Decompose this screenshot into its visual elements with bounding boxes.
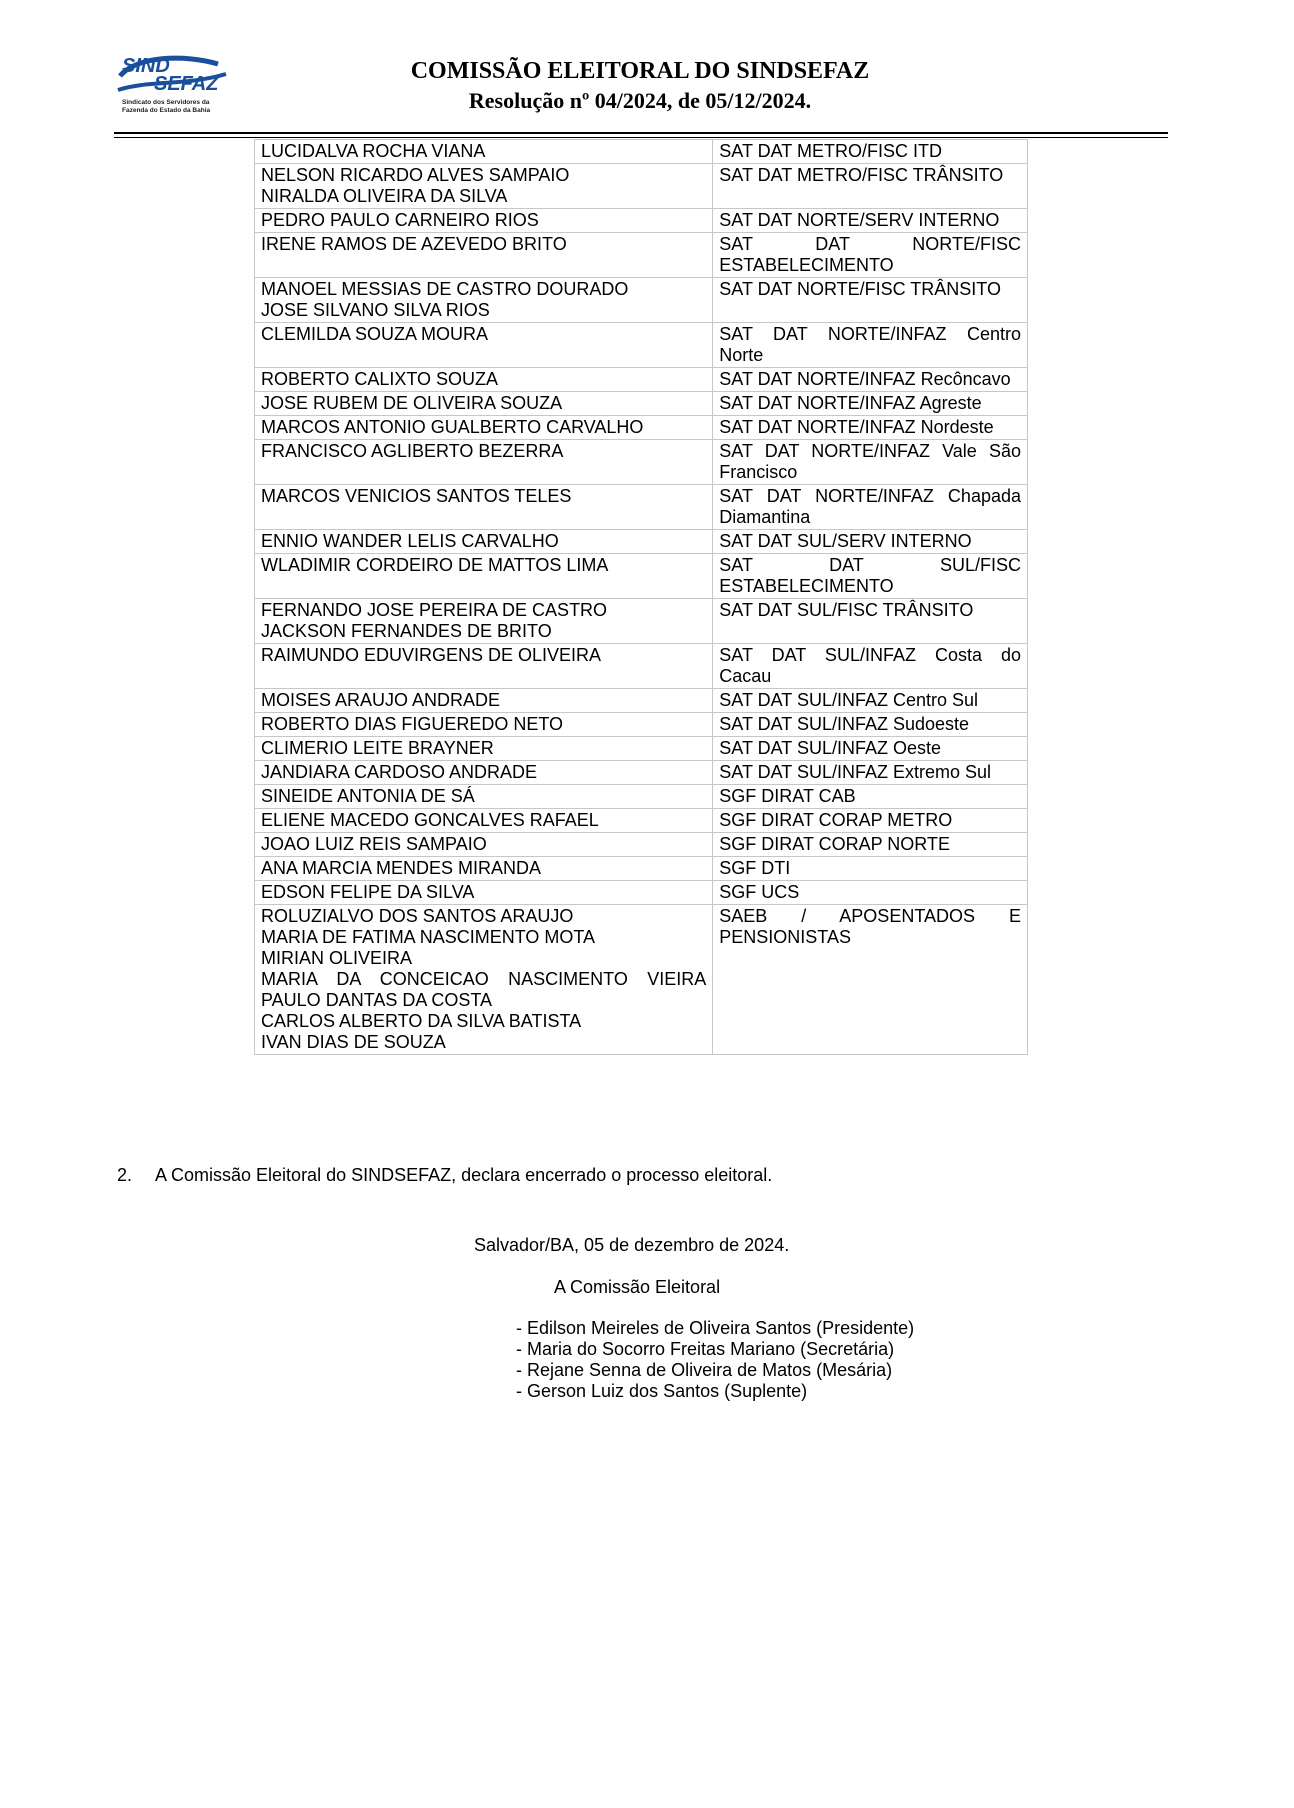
member-name: ENNIO WANDER LELIS CARVALHO (261, 531, 559, 551)
committee-members (516, 1318, 914, 1402)
member-name: FERNANDO JOSE PEREIRA DE CASTRO (261, 600, 608, 620)
header-divider-thin (114, 137, 1168, 138)
unit-cell: SAT DAT NORTE/INFAZ Recôncavo (713, 368, 1028, 392)
document-subtitle: Resolução nº 04/2024, de 05/12/2024. (468, 88, 812, 113)
member-names-cell (255, 881, 713, 905)
unit-cell: SGF DIRAT CAB (713, 785, 1028, 809)
member-name: RAIMUNDO EDUVIRGENS DE OLIVEIRA (261, 645, 602, 665)
member-names-cell (255, 737, 713, 761)
member-name: IRENE RAMOS DE AZEVEDO BRITO (261, 234, 567, 254)
member-name: JOSE SILVANO SILVA RIOS (261, 300, 490, 320)
item-number: 2. (117, 1165, 133, 1185)
closing-statement (117, 1164, 772, 1186)
document-header (340, 56, 940, 116)
member-name: SINEIDE ANTONIA DE SÁ (261, 786, 475, 806)
member-name: MARIA DE FATIMA NASCIMENTO MOTA (261, 927, 596, 947)
member-name: NELSON RICARDO ALVES SAMPAIO (261, 165, 570, 185)
unit-cell: SGF DIRAT CORAP METRO (713, 809, 1028, 833)
member-names-cell (255, 368, 713, 392)
table-row (255, 809, 1028, 833)
member-name: PAULO DANTAS DA COSTA (261, 990, 493, 1010)
member-names-cell (255, 209, 713, 233)
member-name: WLADIMIR CORDEIRO DE MATTOS LIMA (261, 555, 609, 575)
table-row (255, 392, 1028, 416)
member-names-cell (255, 644, 713, 689)
member-names-cell (255, 485, 713, 530)
table-row (255, 485, 1028, 530)
table-row (255, 530, 1028, 554)
table-row (255, 713, 1028, 737)
member-name: JOSE RUBEM DE OLIVEIRA SOUZA (261, 393, 563, 413)
sindsefaz-logo-graphic (114, 50, 250, 120)
member-names-cell (255, 233, 713, 278)
member-name: ROBERTO DIAS FIGUEREDO NETO (261, 714, 564, 734)
table-row (255, 416, 1028, 440)
table-row (255, 164, 1028, 209)
unit-cell: SAT DAT SUL/FISC ESTABELECIMENTO (713, 554, 1028, 599)
sindsefaz-logo (114, 50, 250, 120)
member-name: CLEMILDA SOUZA MOURA (261, 324, 489, 344)
table-row (255, 599, 1028, 644)
member-names-cell (255, 278, 713, 323)
member-name: CLIMERIO LEITE BRAYNER (261, 738, 494, 758)
unit-cell: SAT DAT NORTE/INFAZ Nordeste (713, 416, 1028, 440)
committee-member: - Gerson Luiz dos Santos (Suplente) (516, 1381, 808, 1401)
unit-cell: SAT DAT SUL/SERV INTERNO (713, 530, 1028, 554)
unit-cell: SAT DAT SUL/FISC TRÂNSITO (713, 599, 1028, 644)
unit-cell: SAT DAT SUL/INFAZ Sudoeste (713, 713, 1028, 737)
header-divider (114, 132, 1168, 134)
member-name: MARCOS ANTONIO GUALBERTO CARVALHO (261, 417, 644, 437)
member-name: ANA MARCIA MENDES MIRANDA (261, 858, 542, 878)
unit-cell: SGF UCS (713, 881, 1028, 905)
member-names-cell (255, 857, 713, 881)
member-name: MIRIAN OLIVEIRA (261, 948, 413, 968)
member-name: MANOEL MESSIAS DE CASTRO DOURADO (261, 279, 629, 299)
unit-cell: SGF DTI (713, 857, 1028, 881)
unit-cell: SAT DAT NORTE/INFAZ Agreste (713, 392, 1028, 416)
table-row (255, 737, 1028, 761)
table-row (255, 785, 1028, 809)
member-name: ELIENE MACEDO GONCALVES RAFAEL (261, 810, 599, 830)
svg-text:SEFAZ: SEFAZ (154, 73, 219, 95)
place-date: Salvador/BA, 05 de dezembro de 2024. (474, 1235, 790, 1255)
document-title: COMISSÃO ELEITORAL DO SINDSEFAZ (410, 58, 870, 84)
member-name: PEDRO PAULO CARNEIRO RIOS (261, 210, 539, 230)
unit-cell: SAT DAT NORTE/INFAZ Centro Norte (713, 323, 1028, 368)
table-row (255, 905, 1028, 1055)
member-names-cell (255, 761, 713, 785)
unit-cell: SAT DAT NORTE/INFAZ Chapada Diamantina (713, 485, 1028, 530)
member-names-cell (255, 530, 713, 554)
member-name: MARIA DA CONCEICAO NASCIMENTO VIEIRA (261, 969, 707, 989)
member-names-cell (255, 713, 713, 737)
unit-cell: SAT DAT SUL/INFAZ Centro Sul (713, 689, 1028, 713)
table-row (255, 209, 1028, 233)
table-row (255, 761, 1028, 785)
committee-member: - Edilson Meireles de Oliveira Santos (Presidente) (516, 1318, 915, 1338)
item-text: A Comissão Eleitoral do SINDSEFAZ, declara encerrado o processo eleitoral. (155, 1165, 773, 1185)
elected-members-table (254, 139, 1028, 1055)
committee-title: A Comissão Eleitoral (554, 1277, 721, 1297)
member-names-cell (255, 689, 713, 713)
member-name: CARLOS ALBERTO DA SILVA BATISTA (261, 1011, 582, 1031)
member-names-cell (255, 905, 713, 1055)
member-name: LUCIDALVA ROCHA VIANA (261, 141, 486, 161)
table-row (255, 278, 1028, 323)
unit-cell: SAT DAT NORTE/INFAZ Vale São Francisco (713, 440, 1028, 485)
table-row (255, 140, 1028, 164)
table-row (255, 689, 1028, 713)
table-row (255, 881, 1028, 905)
unit-cell: SAT DAT SUL/INFAZ Costa do Cacau (713, 644, 1028, 689)
member-name: JANDIARA CARDOSO ANDRADE (261, 762, 538, 782)
unit-cell: SAT DAT METRO/FISC TRÂNSITO (713, 164, 1028, 209)
unit-cell: SAT DAT NORTE/FISC TRÂNSITO (713, 278, 1028, 323)
member-name: MARCOS VENICIOS SANTOS TELES (261, 486, 572, 506)
member-names-cell (255, 392, 713, 416)
unit-cell: SAT DAT NORTE/SERV INTERNO (713, 209, 1028, 233)
member-names-cell (255, 323, 713, 368)
member-names-cell (255, 416, 713, 440)
unit-cell: SAEB / APOSENTADOS E PENSIONISTAS (713, 905, 1028, 1055)
member-names-cell (255, 809, 713, 833)
unit-cell: SAT DAT SUL/INFAZ Extremo Sul (713, 761, 1028, 785)
unit-cell: SAT DAT NORTE/FISC ESTABELECIMENTO (713, 233, 1028, 278)
member-name: NIRALDA OLIVEIRA DA SILVA (261, 186, 508, 206)
member-name: JACKSON FERNANDES DE BRITO (261, 621, 552, 641)
table-row (255, 857, 1028, 881)
member-name: ROLUZIALVO DOS SANTOS ARAUJO (261, 906, 574, 926)
table-row (255, 440, 1028, 485)
member-name: EDSON FELIPE DA SILVA (261, 882, 475, 902)
member-name: IVAN DIAS DE SOUZA (261, 1032, 446, 1052)
member-name: JOAO LUIZ REIS SAMPAIO (261, 834, 487, 854)
member-name: FRANCISCO AGLIBERTO BEZERRA (261, 441, 564, 461)
table-row (255, 554, 1028, 599)
svg-text:Fazenda do Estado da Bahia: Fazenda do Estado da Bahia (122, 107, 211, 114)
member-name: ROBERTO CALIXTO SOUZA (261, 369, 499, 389)
member-name: MOISES ARAUJO ANDRADE (261, 690, 501, 710)
unit-cell: SAT DAT METRO/FISC ITD (713, 140, 1028, 164)
table-row (255, 833, 1028, 857)
committee-member: - Rejane Senna de Oliveira de Matos (Mesária) (516, 1360, 893, 1380)
table-row (255, 644, 1028, 689)
member-names-cell (255, 140, 713, 164)
table-row (255, 323, 1028, 368)
unit-cell: SGF DIRAT CORAP NORTE (713, 833, 1028, 857)
member-names-cell (255, 440, 713, 485)
member-names-cell (255, 164, 713, 209)
committee-member: - Maria do Socorro Freitas Mariano (Secretária) (516, 1339, 895, 1359)
member-names-cell (255, 599, 713, 644)
svg-text:Sindicato dos Servidores da: Sindicato dos Servidores da (122, 99, 210, 106)
unit-cell: SAT DAT SUL/INFAZ Oeste (713, 737, 1028, 761)
member-names-cell (255, 785, 713, 809)
member-names-cell (255, 833, 713, 857)
table-row (255, 368, 1028, 392)
member-names-cell (255, 554, 713, 599)
svg-text:SIND: SIND (122, 55, 170, 77)
table-row (255, 233, 1028, 278)
